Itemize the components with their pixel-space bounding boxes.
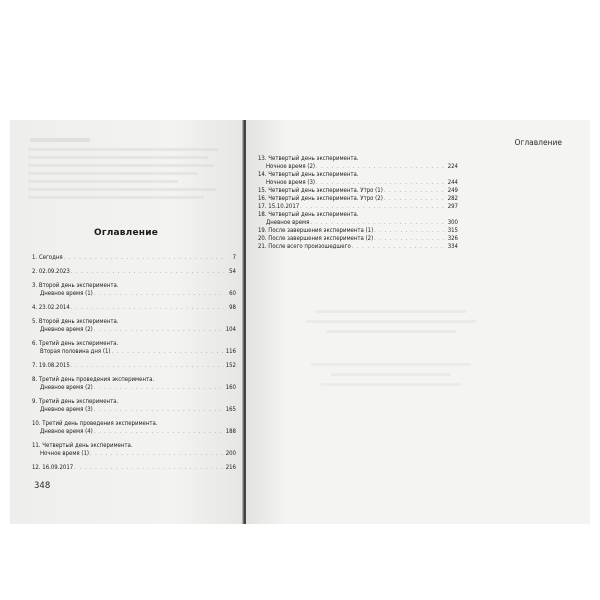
toc-entry [32, 362, 236, 370]
toc-page-number: 282 [447, 195, 458, 202]
toc-entry [258, 235, 458, 243]
toc-entry-title: 18. Четвертый день эксперимента. [258, 211, 359, 218]
right-page [246, 120, 590, 524]
toc-entry-title: 13. Четвертый день эксперимента. [258, 155, 359, 162]
toc-entry-title: Дневное время (3) [40, 406, 93, 413]
toc-entry-title: 6. Третий день эксперимента. [32, 340, 119, 347]
toc-page-number: 54 [229, 268, 236, 275]
toc-entry-title: 1. Сегодня [32, 254, 63, 261]
toc-page-number: 152 [225, 362, 236, 369]
toc-entry [32, 318, 236, 334]
toc-page-number: 104 [225, 326, 236, 333]
dot-leader [352, 243, 446, 251]
toc-entry-title: 12. 16.09.2017 [32, 464, 74, 471]
toc-page-number: 60 [229, 290, 236, 297]
toc-entry-title: 21. После всего произошедшего [258, 243, 351, 250]
toc-entry-title: Ночное время (1) [40, 450, 90, 457]
toc-entry [32, 304, 236, 312]
toc-page-number: 98 [229, 304, 236, 311]
toc-entry-title: 11. Четвертый день эксперимента. [32, 442, 133, 449]
toc-page-number: 216 [225, 464, 236, 471]
dot-leader [94, 384, 224, 392]
toc-entry-title: 8. Третий день проведения эксперимента. [32, 376, 155, 383]
toc-entry-title: 9. Третий день эксперимента. [32, 398, 119, 405]
toc-entry [32, 420, 236, 436]
toc-entry [258, 243, 458, 251]
toc-entry [258, 171, 458, 187]
dot-leader [90, 450, 224, 458]
toc-entry-title: Вторая половина дня (1) [40, 348, 111, 355]
show-through-text [286, 310, 486, 470]
toc-entry-title: 5. Второй день эксперимента. [32, 318, 119, 325]
toc-entry-title: 3. Второй день эксперимента. [32, 282, 119, 289]
toc-entry [258, 187, 458, 195]
toc-page-number: 334 [447, 243, 458, 250]
page-number: 348 [34, 481, 51, 491]
toc-page-number: 249 [447, 187, 458, 194]
toc-entry [32, 398, 236, 414]
toc-entry-title: 10. Третий день проведения эксперимента. [32, 420, 158, 427]
dot-leader [316, 163, 446, 171]
dot-leader [94, 290, 224, 298]
dot-leader [74, 464, 224, 472]
toc-entry [258, 195, 458, 203]
toc-entry-title: 15. Четвертый день эксперимента. Утро (1) [258, 187, 383, 194]
toc-entry-title: 7. 19.08.2015 [32, 362, 70, 369]
toc-page-number: 165 [225, 406, 236, 413]
dot-leader [64, 254, 224, 262]
dot-leader [71, 362, 224, 370]
toc-list-left [32, 254, 236, 478]
toc-entry [32, 464, 236, 472]
toc-entry-title: Дневное время [266, 219, 310, 226]
toc-entry-title: Дневное время (2) [40, 326, 93, 333]
toc-page-number: 224 [447, 163, 458, 170]
toc-entry [32, 268, 236, 276]
toc-entry-title: Дневное время (2) [40, 384, 93, 391]
toc-page-number: 326 [447, 235, 458, 242]
dot-leader [374, 227, 446, 235]
toc-entry [32, 376, 236, 392]
dot-leader [94, 406, 224, 414]
toc-entry [32, 254, 236, 262]
toc-entry [258, 227, 458, 235]
running-head: Оглавление [514, 138, 562, 147]
toc-page-number: 188 [225, 428, 236, 435]
dot-leader [374, 235, 446, 243]
toc-list-right [258, 155, 458, 251]
dot-leader [71, 268, 224, 276]
toc-entry-title: 4. 23.02.2014 [32, 304, 70, 311]
toc-page-number: 244 [447, 179, 458, 186]
dot-leader [94, 326, 224, 334]
toc-entry [32, 282, 236, 298]
toc-entry [258, 203, 458, 211]
toc-page-number: 7 [232, 254, 236, 261]
toc-entry-title: 19. После завершения эксперимента (1) [258, 227, 374, 234]
toc-entry-title: 2. 02.09.2023 [32, 268, 70, 275]
toc-entry-title: 14. Четвертый день эксперимента. [258, 171, 359, 178]
toc-title: Оглавление [93, 228, 159, 238]
toc-page-number: 300 [447, 219, 458, 226]
toc-entry-title: 20. После завершения эксперимента (2) [258, 235, 374, 242]
show-through-text [28, 138, 228, 208]
dot-leader [112, 348, 224, 356]
toc-entry-title: Дневное время (1) [40, 290, 93, 297]
toc-entry-title: 16. Четвертый день эксперимента. Утро (2) [258, 195, 383, 202]
toc-entry-title: Ночное время (2) [266, 163, 316, 170]
toc-entry [258, 211, 458, 227]
dot-leader [94, 428, 224, 436]
toc-page-number: 116 [225, 348, 236, 355]
dot-leader [310, 219, 446, 227]
dot-leader [384, 187, 446, 195]
toc-entry [258, 155, 458, 171]
toc-page-number: 160 [225, 384, 236, 391]
toc-entry-title: Дневное время (4) [40, 428, 93, 435]
dot-leader [316, 179, 446, 187]
open-book [10, 120, 590, 524]
toc-entry-title: 17. 15.10.2017 [258, 203, 300, 210]
toc-page-number: 315 [447, 227, 458, 234]
dot-leader [71, 304, 224, 312]
dot-leader [384, 195, 446, 203]
toc-entry-title: Ночное время (3) [266, 179, 316, 186]
dot-leader [300, 203, 446, 211]
toc-entry [32, 442, 236, 458]
toc-entry [32, 340, 236, 356]
left-page [10, 120, 242, 524]
toc-page-number: 200 [225, 450, 236, 457]
toc-page-number: 297 [447, 203, 458, 210]
